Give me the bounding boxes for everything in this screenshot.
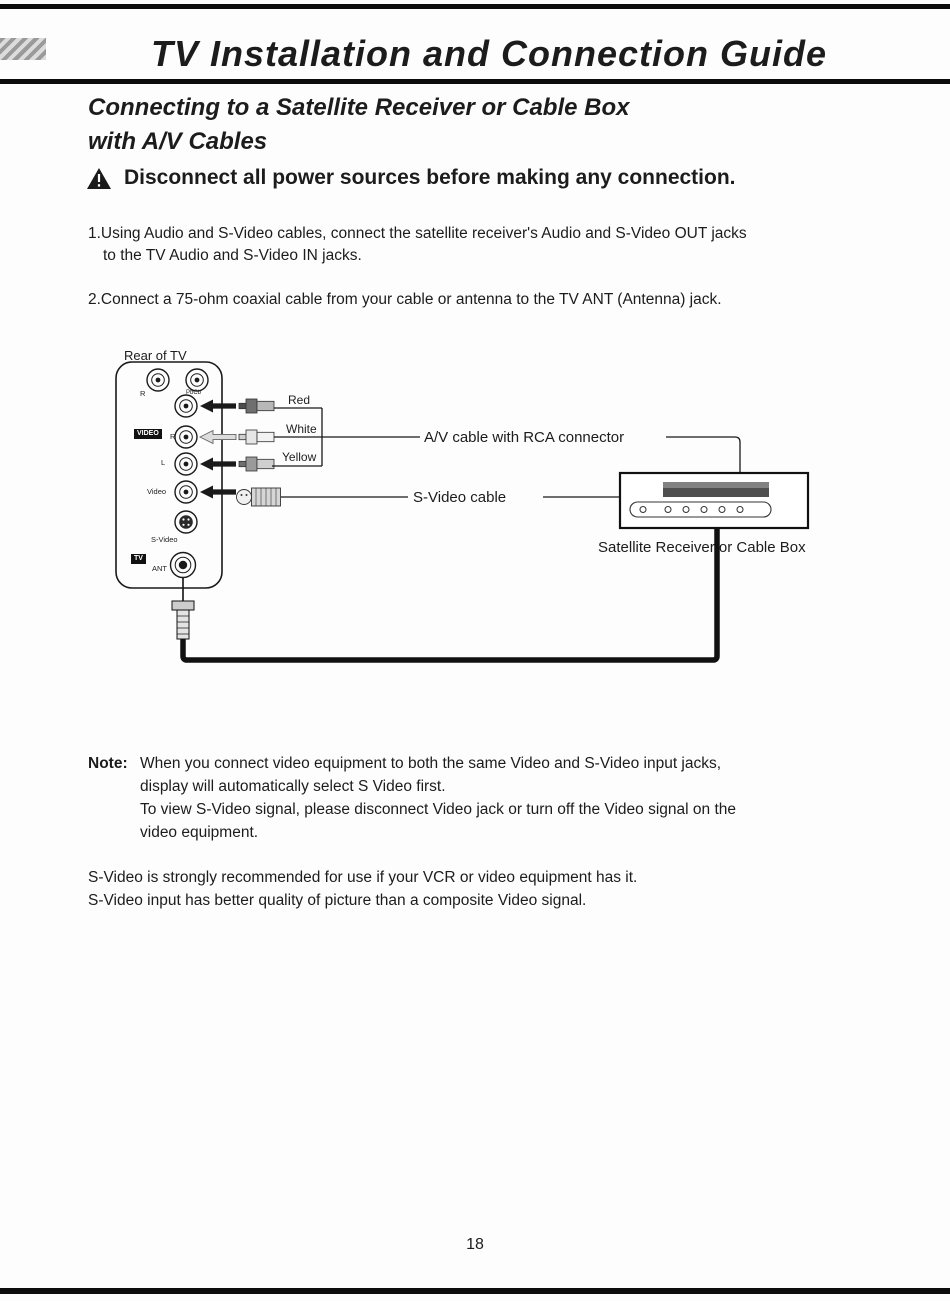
ant-jack bbox=[171, 553, 196, 578]
step-1-line-2: to the TV Audio and S-Video IN jacks. bbox=[103, 247, 362, 264]
section-title-line2: with A/V Cables bbox=[88, 128, 268, 156]
closing-paragraph bbox=[88, 866, 637, 912]
step-2 bbox=[88, 289, 722, 311]
plug-arrows bbox=[200, 400, 236, 499]
note-line-3: To view S-Video signal, please disconnect Video jack or turn off the Video signal on the bbox=[140, 801, 736, 818]
receiver-label: Satellite Receiver or Cable Box bbox=[598, 539, 806, 556]
s-video-jack bbox=[175, 511, 197, 533]
warning bbox=[86, 166, 736, 190]
jack-label-pbcb: PbCb bbox=[186, 390, 202, 396]
rca-plug-yellow bbox=[239, 457, 274, 471]
warning-text: Disconnect all power sources before making any connection. bbox=[124, 166, 736, 189]
tv-ant-tag: TV bbox=[131, 554, 146, 564]
connection-diagram bbox=[0, 345, 950, 680]
video-input-tag: VIDEO bbox=[134, 429, 162, 439]
step-1-line-1: 1.Using Audio and S-Video cables, connect the satellite receiver's Audio and S-Video OUT jacks bbox=[88, 225, 747, 242]
note-label: Note: bbox=[88, 755, 128, 772]
bottom-rule bbox=[0, 1288, 950, 1294]
jack-label-l: L bbox=[161, 458, 166, 467]
jack-label-s-video: S-Video bbox=[151, 535, 178, 544]
closing-line-1: S-Video is strongly recommended for use if your VCR or video equipment has it. bbox=[88, 869, 638, 886]
page-title: TV Installation and Connection Guide bbox=[150, 33, 828, 74]
f-connector-body bbox=[177, 610, 189, 639]
note-line-1: When you connect video equipment to both the same Video and S-Video input jacks, bbox=[140, 755, 722, 772]
s-video-plug bbox=[237, 488, 281, 506]
jack-label-r-mid: R bbox=[170, 432, 176, 441]
receiver-box bbox=[620, 473, 808, 528]
rca-plug-white bbox=[239, 430, 274, 444]
warning-triangle-icon bbox=[86, 167, 112, 190]
red-plug-label: Red bbox=[288, 393, 311, 407]
av-cable-label: A/V cable with RCA connector bbox=[424, 429, 625, 446]
top-rule bbox=[0, 4, 950, 9]
jack-label-video: Video bbox=[147, 487, 167, 496]
yellow-plug-label: Yellow bbox=[282, 450, 317, 464]
section-title bbox=[88, 91, 629, 159]
jack-label-r-top: R bbox=[140, 389, 146, 398]
white-plug-label: White bbox=[286, 422, 317, 436]
note bbox=[88, 752, 736, 844]
jack-label-ant: ANT bbox=[152, 564, 167, 573]
f-connector-nut bbox=[172, 601, 194, 610]
rca-plug-red bbox=[239, 399, 274, 413]
step-2-line-1: 2.Connect a 75-ohm coaxial cable from your cable or antenna to the TV ANT (Antenna) jack. bbox=[88, 291, 722, 308]
s-video-cable-label: S-Video cable bbox=[413, 489, 507, 506]
note-line-2: display will automatically select S Video first. bbox=[140, 778, 446, 795]
section-title-line1: Connecting to a Satellite Receiver or Cable Box bbox=[88, 94, 630, 121]
title-underline bbox=[0, 79, 950, 84]
note-line-4: video equipment. bbox=[140, 824, 259, 841]
rear-of-tv-label: Rear of TV bbox=[124, 348, 187, 363]
page-number: 18 bbox=[466, 1236, 484, 1253]
note-text bbox=[140, 752, 736, 844]
closing-line-2: S-Video input has better quality of picture than a composite Video signal. bbox=[88, 892, 587, 909]
step-1 bbox=[88, 223, 747, 267]
